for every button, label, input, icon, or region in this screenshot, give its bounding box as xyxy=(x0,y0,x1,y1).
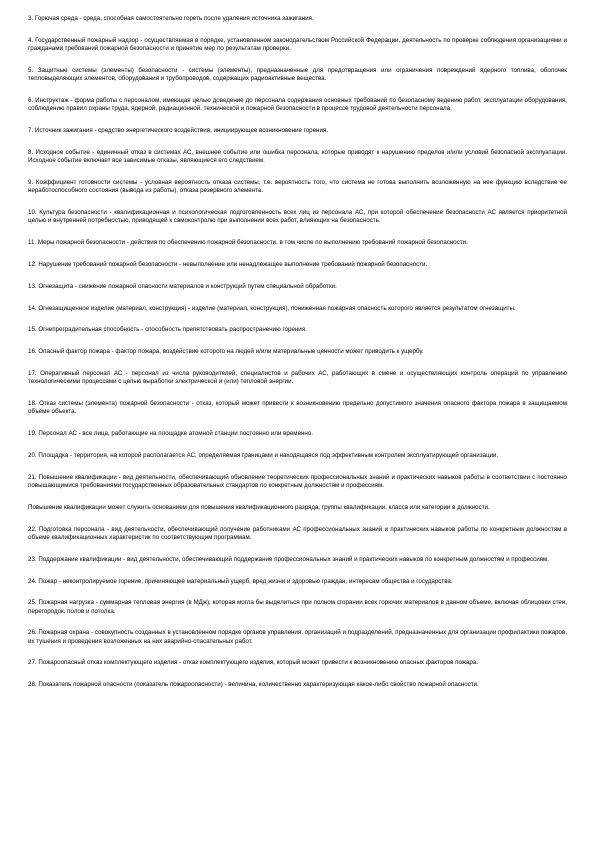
paragraph-6: 6. Инструктаж - форма работы с персоналом, имеющая целью доведение до персонала содержания основных требований по безопасному ведению работ, эксплуатации оборудования, соблюдению правил охраны труда, ядерной, радиационной, технической и пожарной безопасности в процессе трудовой деятельности персонала. xyxy=(28,96,567,113)
paragraph-7: 7. Источник зажигания - средство энергетического воздействия, инициирующее возникновение горения. xyxy=(28,127,329,135)
paragraph-4: 4. Государственный пожарный надзор - осуществляемая в порядке, установленном законодательством Российской Федерации, деятельность по проверке соблюдения организациями и гражданами требований пожарной безопасности и принятие мер по результатам проверки. xyxy=(28,36,567,53)
paragraph-11: 11. Меры пожарной безопасности - действия по обеспечению пожарной безопасности, в том числе по выполнению требований пожарной безопасности. xyxy=(28,239,468,247)
paragraph-16: 16. Опасный фактор пожара - фактор пожара, воздействие которого на людей и/или материальные ценности может приводить к ущербу. xyxy=(28,348,424,356)
paragraph-23: 23. Поддержание квалификации - вид деятельности, обеспечивающий поддержание профессиональных знаний и практических навыков по конкретным должностям и профессиям. xyxy=(28,555,549,563)
paragraph-5: 5. Защитные системы (элементы) безопасности - системы (элементы), предназначенные для предотвращения или ограничения повреждений ядерного топлива, оболочек тепловыделяющих элементов, оборудования и трубопроводов, содержащих радиоактивные вещества. xyxy=(28,66,567,83)
paragraph-20: 20. Площадка - территория, на которой располагается АС, определяемая границами и находящаяся под эффективным контролем эксплуатирующей организации. xyxy=(28,451,499,459)
paragraph-8: 8. Исходное событие - единичный отказ в системах АС, внешнее событие или ошибка персонала, которые приводят к нарушению пределов и/или условий безопасной эксплуатации. Исходное событие включает все зависимые отказы, являющиеся его следствием. xyxy=(28,148,567,165)
paragraph-21: 21. Повышение квалификации - вид деятельности, обеспечивающий обновление теоретических профессиональных знаний и практических навыков работы в соответствии с постоянно повышающимися требованиями государственных образовательных стандартов по конкретным должностям и профессиям. xyxy=(28,473,567,490)
paragraph-9: 9. Коэффициент готовности системы - условная вероятность отказа системы, т.е. вероятность того, что система не готова выполнить возложенную на нее функцию вследствие ее неработоспособного состояния (вывода из работы), отказа резервного элемента. xyxy=(28,178,567,195)
paragraph-19: 19. Персонал АС - все лица, работающие на площадке атомной станции постоянно или временно. xyxy=(28,430,314,438)
paragraph-18: 18. Отказ системы (элемента) пожарной безопасности - отказ, который может привести к возникновению предельно допустимого значения опасного фактора пожара в защищаемом объеме объекта. xyxy=(28,400,567,416)
paragraph-14: 14. Огнезащищенное изделие (материал, конструкция) - изделие (материал, конструкция), пониженная пожарная опасность которого является результатом огнезащиты. xyxy=(28,304,516,312)
paragraph-15: 15. Огнепреградительная способность - способность препятствовать распространению горения. xyxy=(28,326,307,334)
paragraph-13: 13. Огнезащита - снижение пожарной опасности материалов и конструкций путем специальной обработки. xyxy=(28,282,337,290)
paragraph-24: 24. Пожар - неконтролируемое горение, причиняющее материальный ущерб, вред жизни и здоровью граждан, интересам общества и государства. xyxy=(28,577,453,585)
paragraph-22: 22. Подготовка персонала - вид деятельности, обеспечивающий получение работниками АС профессиональных знаний и практических навыков работы по конкретным должностям в объеме квалификационных характеристик по соответствующим программам. xyxy=(28,525,567,541)
paragraph-25: 25. Пожарная нагрузка - суммарная тепловая энергия (в МДж), которая могла бы выделиться при полном сгорании всех горючих материалов в данном объеме, включая облицовки стен, перегородок, полов и потолка. xyxy=(28,599,567,615)
paragraph-26: 26. Пожарная охрана - совокупность созданных в установленном порядке органов управления, организаций и подразделений, предназначенных для организации профилактики пожаров, их тушения и проведения возложенных на них аварийно-спасательных работ. xyxy=(28,629,567,645)
paragraph-28: 28. Показатель пожарной опасности (показатель пожароопасности) - величина, количественно характеризующая какое-либо свойство пожарной опасности. xyxy=(28,681,479,689)
paragraph-17: 17. Оперативный персонал АС - персонал из числа руководителей, специалистов и рабочих АС, работающих в смене и осуществляющих контроль операций по управлению технологическими процессами с целью выработки электрической и (или) тепловой энергии. xyxy=(28,369,567,386)
paragraph-12: 12. Нарушение требований пожарной безопасности - невыполнение или ненадлежащее выполнение требований пожарной безопасности. xyxy=(28,260,428,268)
paragraph-10: 10. Культура безопасности - квалификационная и психологическая подготовленность всех лиц из персонала АС, при которой обеспечение безопасности АС является приоритетной целью и внутренней потребностью, приводящей к самоконтролю при выполнении всех работ, влияющих на безопасность. xyxy=(28,209,567,225)
paragraph-27: 27. Пожароопасный отказ комплектующего изделия - отказ комплектующего изделия, который может привести к возникновению опасных факторов пожара. xyxy=(28,659,479,667)
paragraph-21-note: Повышение квалификации может служить основанием для повышения квалификационного разряда, группы квалификации, класса или категории в должности. xyxy=(28,503,490,511)
paragraph-3: 3. Горючая среда - среда, способная самостоятельно гореть после удаления источника зажигания. xyxy=(28,15,314,22)
